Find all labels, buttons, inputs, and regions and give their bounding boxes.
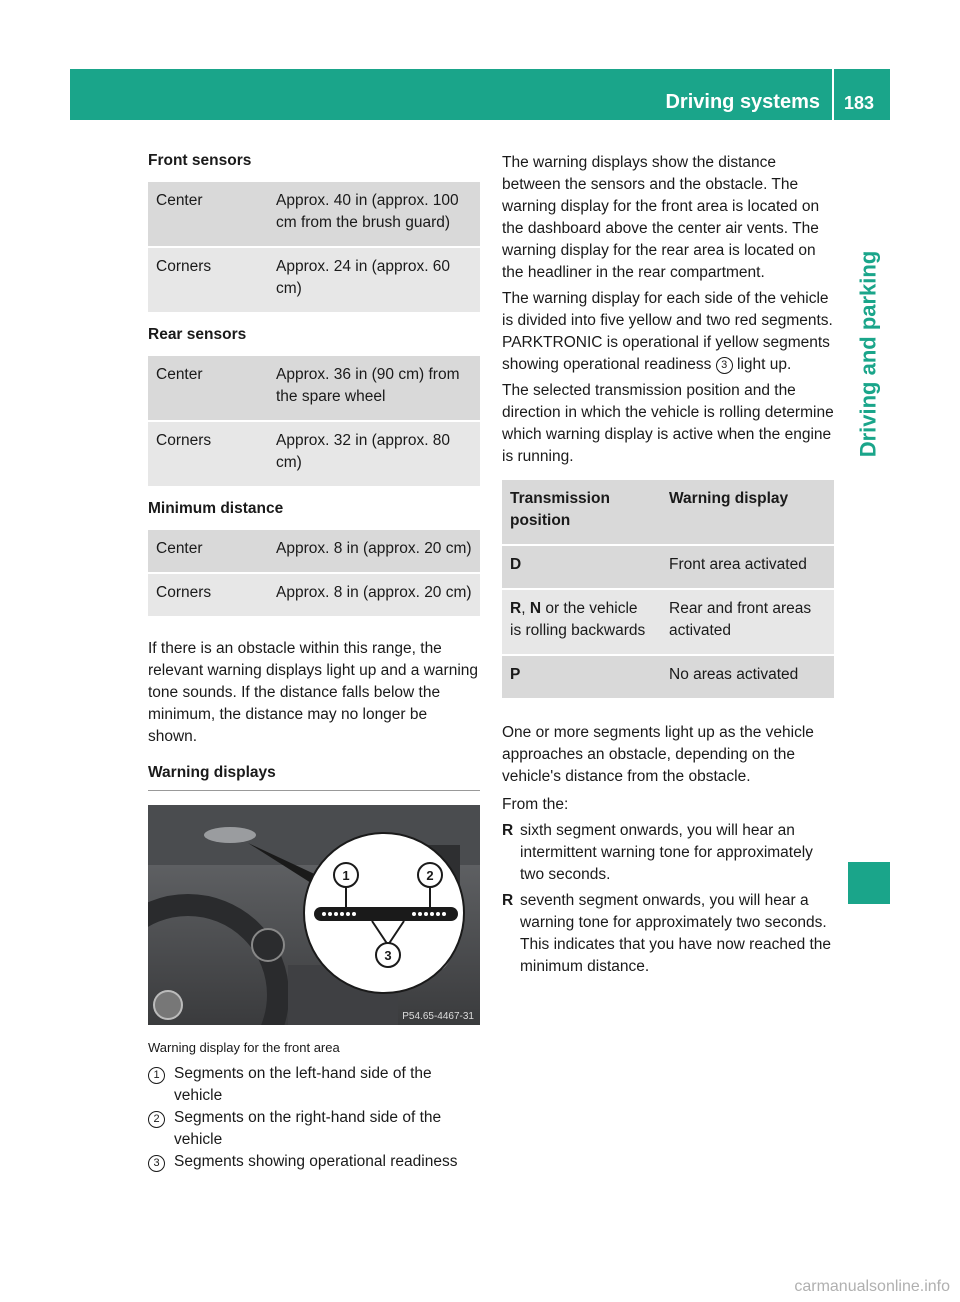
- warning-displays-heading: Warning displays: [148, 762, 480, 791]
- gear-letter: P: [510, 666, 521, 683]
- table-row: [148, 530, 480, 572]
- table-cell: Center: [156, 540, 203, 557]
- right-column: [502, 150, 834, 978]
- table-cell: [502, 588, 661, 654]
- header-divider: [832, 69, 834, 120]
- warning-location-paragraph: The warning displays show the distance between the sensors and the obstacle. The warning display for the front area is located on the dashboard above the center air vents. The warning display for the rear area is located on the headliner in the rear compartment.: [502, 154, 820, 281]
- table-cell: Corners: [148, 572, 268, 616]
- chapter-marker: [848, 862, 890, 904]
- left-column: [148, 150, 480, 1173]
- front-sensors-heading: Front sensors: [148, 152, 252, 169]
- gear-letter: N: [529, 600, 542, 617]
- legend-text: Segments on the left-hand side of the vehicle: [174, 1065, 432, 1104]
- photo-code: P54.65-4467-31: [402, 1011, 474, 1022]
- table-row: [148, 182, 480, 246]
- dashboard-illustration: [148, 805, 480, 1025]
- legend-number: 2: [148, 1111, 165, 1128]
- segments-text-end: light up.: [737, 356, 792, 373]
- table-cell: Rear and front areas activated: [661, 588, 834, 654]
- table-row: [148, 420, 480, 486]
- table-cell: Approx. 32 in (approx. 80 cm): [268, 420, 480, 486]
- table-row: [148, 356, 480, 420]
- column-header: Transmission position: [510, 490, 610, 529]
- transmission-table: [502, 480, 834, 698]
- bullet-symbol: R: [502, 892, 514, 909]
- table-cell: Approx. 36 in (90 cm) from the spare wheel: [276, 366, 460, 405]
- table-cell: Center: [156, 192, 203, 209]
- table-row: [148, 572, 480, 616]
- rear-sensors-heading: Rear sensors: [148, 326, 247, 343]
- gear-letter: R: [510, 600, 522, 617]
- callout-1: 1: [342, 868, 350, 883]
- gear-separator: ,: [521, 600, 530, 617]
- page-header: [70, 69, 890, 120]
- rear-sensors-table: [148, 356, 480, 486]
- segments-paragraph: [502, 288, 834, 376]
- legend-number: 1: [148, 1067, 165, 1084]
- table-cell: Approx. 24 in (approx. 60 cm): [268, 246, 480, 312]
- callout-2: 2: [426, 868, 434, 883]
- section-title: Driving systems: [665, 91, 820, 113]
- table-cell: Center: [156, 366, 203, 383]
- table-cell: Approx. 8 in (approx. 20 cm): [268, 572, 480, 616]
- table-row: [502, 654, 834, 698]
- table-row: [502, 544, 834, 588]
- table-cell: Corners: [148, 420, 268, 486]
- column-header: Warning display: [669, 490, 789, 507]
- front-sensors-table: [148, 182, 480, 312]
- legend-item: [148, 1151, 480, 1173]
- gear-letter: D: [510, 556, 522, 573]
- page-number: 183: [844, 93, 875, 113]
- legend-text: Segments showing operational readiness: [174, 1153, 458, 1170]
- minimum-distance-heading: Minimum distance: [148, 500, 284, 517]
- readiness-ref-number: 3: [716, 357, 733, 374]
- chapter-tab-label: Driving and parking: [855, 250, 880, 457]
- table-header-row: [502, 480, 834, 544]
- transmission-paragraph: The selected transmission position and the direction in which the vehicle is rolling determine which warning display is active when the engine is running.: [502, 382, 834, 465]
- table-cell: Approx. 8 in (approx. 20 cm): [276, 540, 472, 557]
- table-cell: [502, 654, 661, 698]
- table-cell: [502, 544, 661, 588]
- legend-text: Segments on the right-hand side of the vehicle: [174, 1109, 442, 1148]
- table-cell: No areas activated: [661, 654, 834, 698]
- chapter-tab: [847, 246, 889, 461]
- table-row: [502, 588, 834, 654]
- callout-3: 3: [384, 948, 392, 963]
- watermark: carmanualsonline.info: [794, 1278, 950, 1295]
- photo-caption: Warning display for the front area: [148, 1040, 340, 1055]
- legend-item: [148, 1063, 480, 1107]
- segments-text: The warning display for each side of the vehicle is divided into five yellow and two red segments. PARKTRONIC is operational if yellow segments showing operational readiness: [502, 290, 833, 373]
- bullet-symbol: R: [502, 822, 514, 839]
- legend-item: [148, 1107, 480, 1151]
- gear-text: or the vehicle is rolling backwards: [510, 600, 646, 639]
- segments-approach-paragraph: One or more segments light up as the vehicle approaches an obstacle, depending on the vehicle's distance from the obstacle.: [502, 724, 814, 785]
- bullet-text: seventh segment onwards, you will hear a warning tone for approximately two seconds. This indicates that you have now reached the minimum distance.: [520, 892, 832, 975]
- from-the-label: From the:: [502, 796, 569, 813]
- minimum-distance-table: [148, 530, 480, 616]
- obstacle-paragraph: If there is an obstacle within this range, the relevant warning displays light up and a warning tone sounds. If the distance falls below the minimum, the distance may no longer be shown.: [148, 640, 479, 745]
- table-row: [148, 246, 480, 312]
- bullet-text: sixth segment onwards, you will hear an intermittent warning tone for approximately two seconds.: [520, 822, 813, 883]
- table-cell: Corners: [148, 246, 268, 312]
- warning-display-photo: [148, 805, 480, 1025]
- table-cell: Front area activated: [661, 544, 834, 588]
- legend-number: 3: [148, 1155, 165, 1172]
- list-item: [502, 890, 834, 978]
- list-item: [502, 820, 834, 886]
- table-cell: Approx. 40 in (approx. 100 cm from the brush guard): [276, 192, 459, 231]
